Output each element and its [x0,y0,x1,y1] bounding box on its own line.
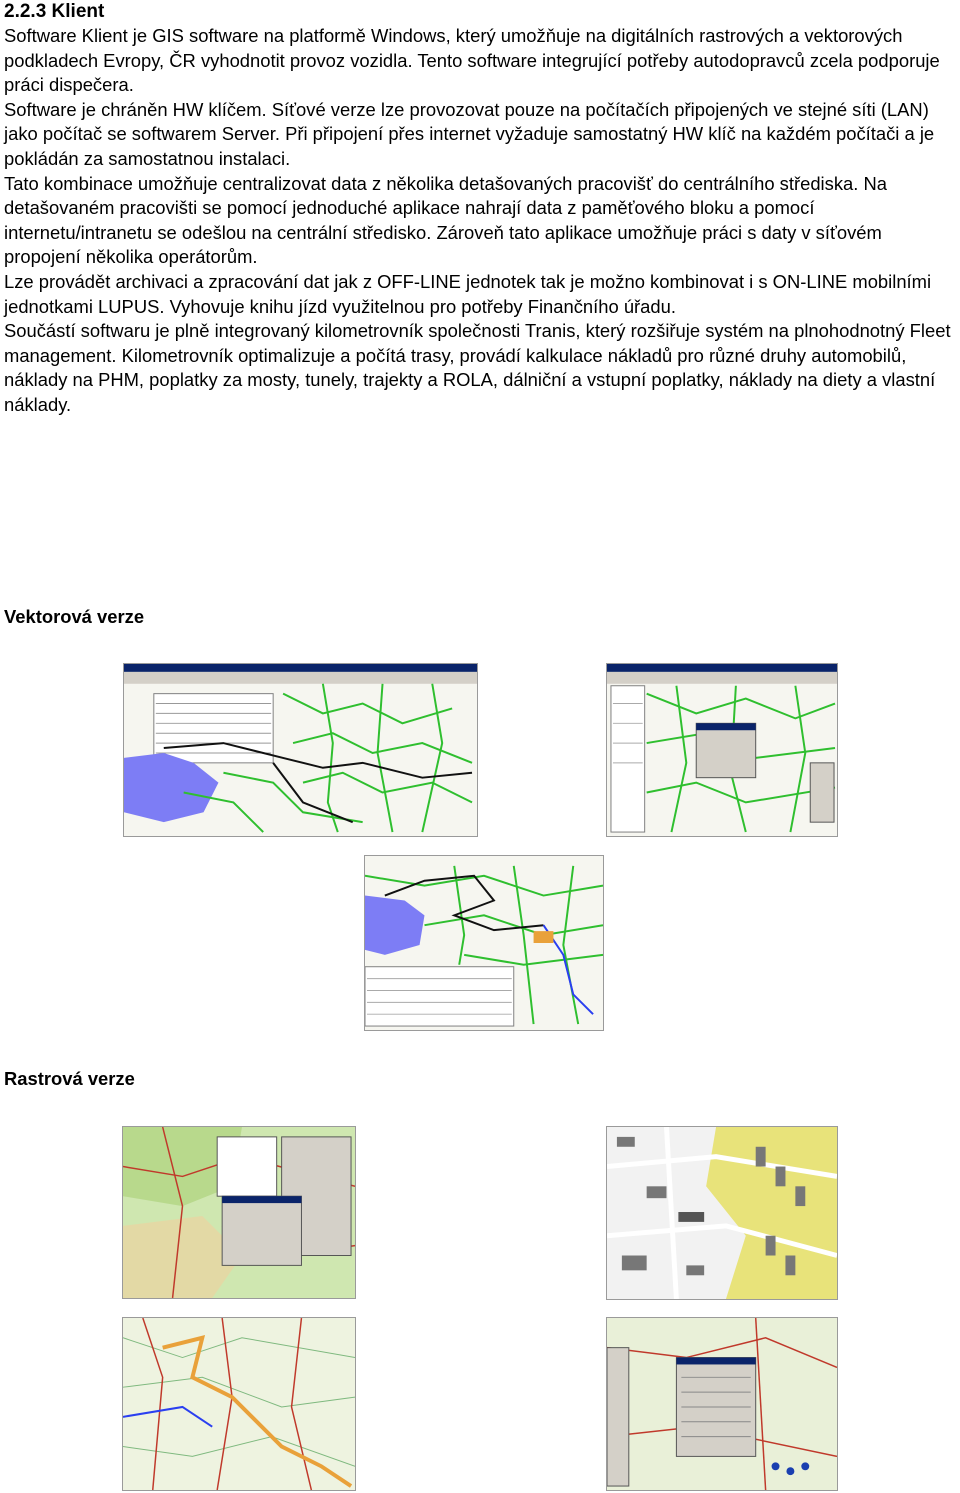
raster-map-image-2 [607,1127,837,1299]
body-text [4,24,956,418]
paragraph-4: Lze provádět archivaci a zpracování dat jak z OFF-LINE jednotek tak je možno kombinovat i s ON-LINE mobilními jednotkami LUPUS. Vyhovuje knihu jízd využitelnou pro potřeby Finančního úřadu. [4,270,932,317]
raster-screenshot-2 [606,1126,838,1300]
raster-map-image-3 [123,1318,355,1490]
vector-version-title: Vektorová verze [4,606,145,627]
raster-screenshot-4 [606,1317,838,1491]
vector-map-image-2 [607,664,837,836]
paragraph-1: Software Klient je GIS software na platformě Windows, který umožňuje na digitálních rastrových a vektorových podkladech Evropy, ČR vyhodnotit provoz vozidla. Tento software integrující potřeby autodopravců zcela podporuje práci dispečera. [4,25,940,96]
vector-map-image-1 [124,664,477,836]
paragraph-3: Tato kombinace umožňuje centralizovat data z několika detašovaných pracovišť do centrálního střediska. Na detašovaném pracovišti se pomocí jednoduché aplikace nahrají data z paměťového bloku a pomocí internetu/intranetu se odešlou na centrální středisko. Zároveň tato aplikace umožňuje práci s daty v síťovém propojení několika operátorům. [4,172,887,268]
paragraph-2: Software je chráněn HW klíčem. Síťové verze lze provozovat pouze na počítačích připojených ve stejné síti (LAN) jako počítač se softwarem Server. Při připojení přes internet vyžaduje samostatný HW klíč na každém počítači a je pokládán za samostatnou instalaci. [4,98,935,169]
vector-screenshot-2 [606,663,838,837]
raster-map-image-4 [607,1318,837,1490]
vector-screenshot-1 [123,663,478,837]
raster-screenshot-3 [122,1317,356,1491]
vector-map-image-3 [365,856,603,1030]
raster-version-title: Rastrová verze [4,1068,135,1089]
raster-map-image-1 [123,1127,355,1298]
section-heading: 2.2.3 Klient [4,1,105,22]
vector-screenshot-3 [364,855,604,1031]
paragraph-5: Součástí softwaru je plně integrovaný kilometrovník společnosti Tranis, který rozšiřuje systém na plnohodnotný Fleet management. Kilometrovník optimalizuje a počítá trasy, provádí kalkulace nákladů pro různé druhy automobilů, náklady na PHM, poplatky za mosty, tunely, trajekty a ROLA, dálniční a vstupní poplatky, náklady na diety a vlastní náklady. [4,320,951,415]
raster-screenshot-1 [122,1126,356,1299]
